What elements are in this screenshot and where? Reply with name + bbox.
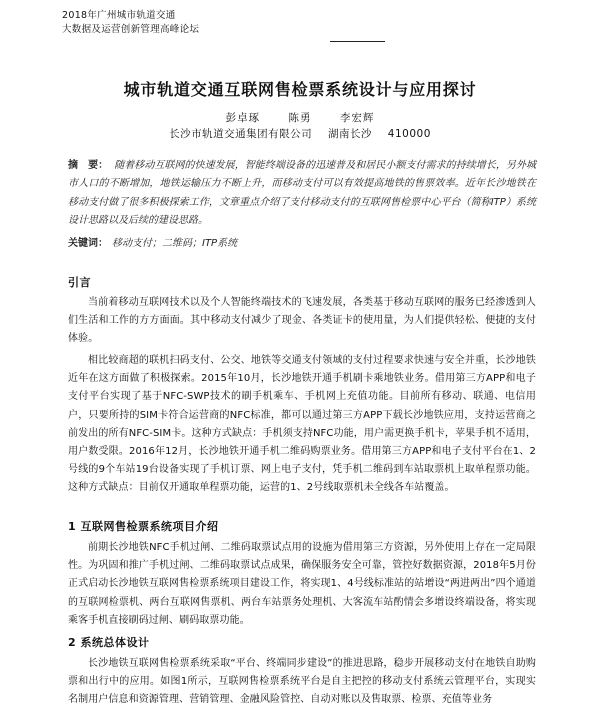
intro-paragraph-1: 当前着移动互联网技术以及个人智能终端技术的飞速发展，各类基于移动互联网的服务已经渗透到人们生活和工作的方方面面。其中移动支付减少了现金、各类证卡的使用量，为人们提供轻松、便捷的支付体验。	[68, 297, 536, 345]
affiliation-city: 湖南长沙	[327, 128, 372, 140]
keywords	[68, 236, 536, 252]
abstract-text: 随着移动互联网的快速发展，智能终端设备的迅速普及和居民小额支付需求的持续增长，另外城市人口的不断增加，地铁运输压力不断上升，而移动支付可以有效提高地铁的售票效率。近年长沙地铁在移动支付做了很多积极探索工作，文章重点介绍了支付移动支付的互联网售检票中心平台（简称ITP）系统设计思路以及后续的建设思路。	[68, 160, 537, 227]
paper-title: 城市轨道交通互联网售检票系统设计与应用探讨	[123, 80, 477, 99]
conference-header	[62, 9, 199, 37]
affiliation-org: 长沙市轨道交通集团有限公司	[169, 128, 313, 140]
author-name: 彭卓琢	[225, 112, 261, 124]
keywords-text: 移动支付；二维码；ITP系统	[112, 238, 238, 249]
abstract-label: 摘 要：	[68, 160, 109, 171]
author-list	[0, 110, 600, 125]
author-name: 李宏辉	[339, 112, 375, 124]
keywords-label: 关键词：	[68, 238, 108, 249]
section-heading-2: 2 系统总体设计	[68, 636, 150, 649]
section-2-paragraph: 长沙地铁互联网售检票系统采取“平台、终端同步建设”的推进思路，稳步开展移动支付在地铁自助购票和出行中的应用。如图1所示，互联网售检票系统平台是自主把控的移动支付系统云管理平台，实现实名制用户信息和资源管理、营销管理、金融风险管控、自动对账以及售取票、检票、充值等业务	[68, 658, 536, 706]
section-heading-1: 1 互联网售检票系统项目介绍	[68, 520, 219, 533]
section-1-paragraph: 前期长沙地铁NFC手机过闸、二维码取票试点用的设施为借用第三方资源，另外使用上存在一定局限性。为巩固和推广手机过闸、二维码取票试点成果，确保服务安全可靠，管控好数据资源，2018年5月份正式启动长沙地铁互联网售检票系统项目建设工作，将实现1、4号线标准站的站增设“两进两出”四个通道的互联网检票机、两台互联网售票机、两台车站票务处理机、大客流车站酌情会多增设终端设备，将实现乘客手机直接刷码过闸、刷码取票功能。	[68, 542, 536, 626]
section-heading-intro: 引言	[68, 276, 91, 289]
author-name: 陈勇	[288, 112, 312, 124]
affiliation	[0, 126, 600, 141]
header-line-1: 2018年广州城市轨道交通	[62, 10, 176, 21]
intro-paragraph-2: 相比较商超的联机扫码支付、公交、地铁等交通支付领域的支付过程要求快速与安全并重，长沙地铁近年在这方面做了积极探索。2015年10月，长沙地铁开通手机刷卡乘地铁业务。借用第三方APP和电子支付平台实现了基于NFC-SWP技术的刷手机乘车、手机网上充值功能。目前所有移动、联通、电信用户，只要所持的SIM卡符合运营商的NFC标准，都可以通过第三方APP下载长沙地铁应用，支持运营商之前发出的所有NFC-SIM卡。这种方式缺点：手机须支持NFC功能，用户需更换手机卡，苹果手机不适用，用户数受限。2016年12月，长沙地铁开通手机二维码购票业务。借用第三方APP和电子支付平台在1、2号线的9个车站19台设备实现了手机订票、网上电子支付，凭手机二维码到车站取票机上取单程票功能。这种方式缺点：目前仅开通取单程票功能，运营的1、2号线取票机未全线各车站覆盖。	[68, 355, 536, 494]
header-rule	[330, 41, 385, 42]
abstract	[68, 157, 536, 231]
affiliation-postcode: 410000	[387, 128, 431, 140]
header-line-2: 大数据及运营创新管理高峰论坛	[62, 24, 200, 35]
